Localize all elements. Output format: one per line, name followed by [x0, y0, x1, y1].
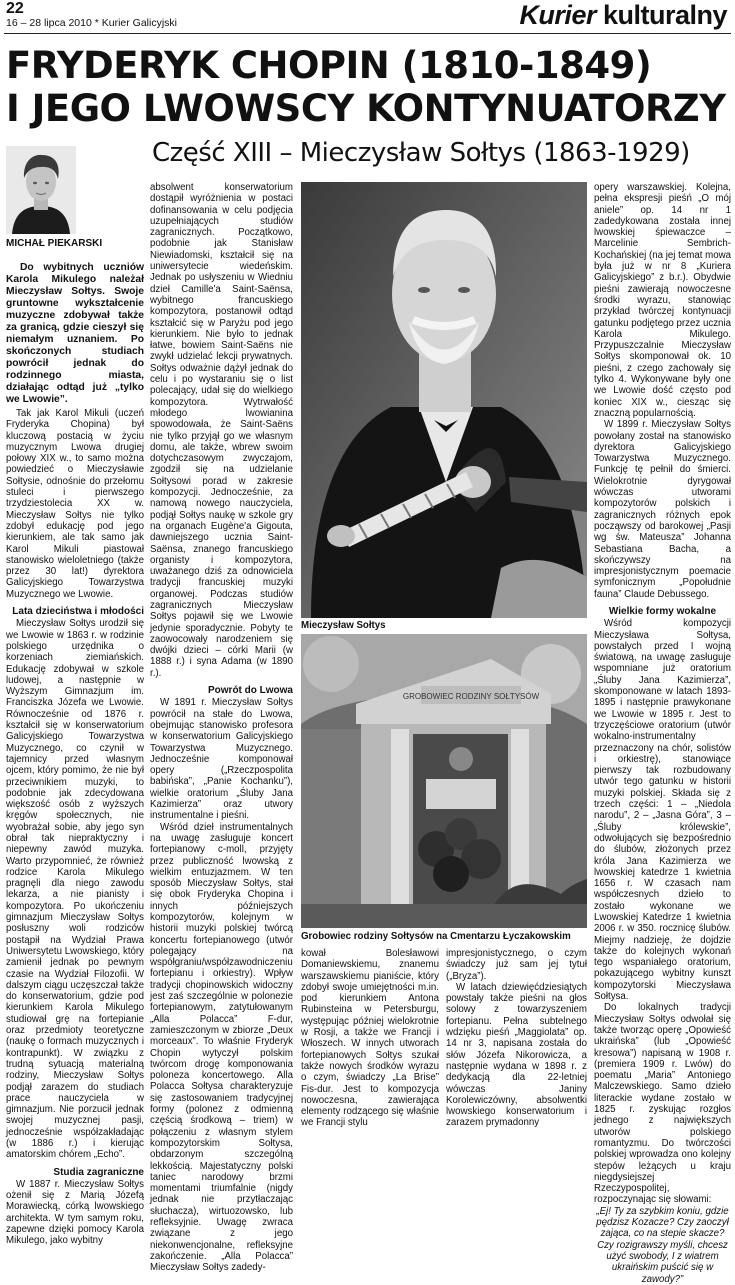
paragraph: W 1899 r. Mieczysław Sołtys powołany został na stanowisko dyrektora Galicyjskiego Towarzystwa Muzycznego. Funkcję tę pełnił do śmierci. Wielokrotnie dyrygował wówczas utworami kompozytorów polskich i zagranicznych różnych epok począwszy od barokowej „Pasji wg św. Mateusza” Johanna Sebastiana Bacha, a skończywszy na impresjonistycznym poemacie symfonicznym „Popołudnie fauna” Claude Debussego.	[594, 419, 731, 600]
article-subtitle: Część XIII – Mieczysław Sołtys (1863-1929)	[152, 138, 690, 168]
paragraph: Do lokalnych tradycji Mieczysław Sołtys odwołał się także tworząc operę „Opowieść ukraińska” (lub „Opowieść kresowa”) napisaną w 1908 r. (premiera 1909 r. Lwów) do poematu „Maria” Antoniego Malczewskiego. Samo dzieło literackie wydane zostało w 1825 r. zyskując rozgłos jednego z największych utworów polskiego romantyzmu. Do twórczości polskiej wprowadza ono kolejny stepów leżących u kraju niegdysiejszej Rzeczypospolitej, rozpoczynając się słowami:	[594, 1002, 731, 1206]
paragraph: Tak jak Karol Mikuli (uczeń Fryderyka Chopina) był kluczową postacią w życiu muzycznym Lwowa drugiej połowy XIX w., to samo można powiedzieć o Mieczysławie Sołtysie, odnośnie do przełomu stuleci i pierwszego trzydziestolecia XX w. Mieczysław Sołtys nie tylko zdobył edukację pod jego kierunkiem, ale tak samo jak Karol Mikuli piastował stanowisko wieloletniego (także przez 30 lat!) dyrektora Galicyjskiego Towarzystwa Muzycznego we Lwowie.	[6, 408, 144, 600]
paragraph: opery warszawskiej. Kolejna, pełna ekspresji pieśń „O mój aniele” op. 14 nr 1 zadedykowana została innej lwowskiej śpiewaczce – Marcelinie Sembrich-Kochańskiej (na jej temat mowa była już w nr 8 „Kuriera Galicyjskiego” z b.r.). Obydwie pieśni zawierają nowoczesne środki wyrazu, stanowiąc przykład twórczej kontynuacji gatunku podjętego przez ucznia Karola Mikulego. Przypuszczalnie Mieczysław Sołtys skomponował ok. 10 pieśni, z czego zachowały się tylko 4. Wykonywane były one we Lwowie dość często pod koniec XIX w., ciesząc się znaczną popularnością.	[594, 182, 731, 419]
dateline: 16 – 28 lipca 2010 * Kurier Galicyjski	[6, 17, 178, 29]
author-photo	[6, 146, 76, 234]
column-4	[446, 948, 587, 1129]
author-name: MICHAŁ PIEKARSKI	[6, 238, 103, 249]
page-header	[0, 0, 735, 32]
brand-section: kulturalny	[595, 0, 727, 30]
paragraph: W 1887 r. Mieczysław Sołtys ożenił się z Marią Józefą Morawiecką, córką lwowskiego architekta. W tym samym roku, zapewne dzięki pomocy Karola Mikulego, jako wybitny	[6, 1178, 144, 1247]
portrait-caption: Mieczysław Sołtys	[301, 620, 386, 631]
section-heading: Studia zagraniczne	[53, 1166, 144, 1178]
paragraph: Wśród dzieł instrumentalnych na uwagę zasługuje koncert fortepianowy c-moll, przyjęty przez publiczność lwowską z wielkim entuzjazmem. W ten sposób Mieczysław Sołtys, stał się obok Fryderyka Chopina i innych późniejszych kompozytorów, kolejnym w historii muzyki polskiej twórcą koncertu fortepianowego (utwór polegający na współgraniu/współzawodniczeniu fortepianu i orkiestry). Wpływ tradycji chopinowskich widoczny jest zaś szczególnie w polonezie fortepianowym, zatytułowanym „Alla Polacca” F-dur, zamieszczonym w zbiorze „Deux morceaux”. To właśnie Fryderyk Chopin wytyczył polskim twórcom drogę komponowania poloneza koncertowego. Alla Polacca Sołtysa charakteryzuje się zastosowaniem tradycyjnej formy (polonez z odmienną częścią środkową – triem) w połączeniu z własnym stylem kompozytorskim Sołtysa, obdarzonym szczególną lekkością. Majestatyczny polski taniec narodowy brzmi momentami triumfalnie (nigdy jednak nie przytłaczając słuchacza), wirtuozowsko, lub refleksyjnie. Uwagę zwraca związane z jego niekonwencjonalne, refleksyjne zakończenie. „Alla Polacca” Mieczysław Sołtys zadedy-	[150, 821, 293, 1274]
portrait-photo	[301, 182, 587, 618]
paragraph: Wśród kompozycji Mieczysława Sołtysa, powstałych przed I wojną światową, na uwagę zasługuje wspomniane już oratorium „Śluby Jana Kazimierza”, skomponowane w latach 1893-1895 i następnie prawykonane we Lwowie w 1895 r. Jest to trzyczęściowe oratorium (utwór wokalno-instrumentalny przeznaczony na chór, solistów i orkiestrę), stanowiące pierwszy tak rozbudowany utwór tego gatunku w historii muzyki polskiej. Składa się z trzech części: 1 – „Niedola narodu”, 2 – „Jasna Góra”, 3 – „Śluby królewskie”, odwołujących się bezpośrednio do ślubów, złożonych przez króla Jana Kazimierza we lwowskiej katedrze 1 kwietnia 1656 r. W czasach nam współczesnych dzieło to zostało wykonane we Lwowskiej Katedrze 1 kwietnia 2006 r. w 350. rocznicę ślubów. Miejmy nadzieję, że dojdzie także do kolejnych wykonań tego wspaniałego oratorium, pokazującego wybitny kunszt kompozytorski Mieczysława Sołtysa.	[594, 618, 731, 1003]
paragraph: impresjonistycznego, o czym świadczy już sam jej tytuł („Bryza”).	[446, 948, 587, 982]
section-brand	[519, 0, 727, 31]
column-1	[6, 262, 144, 1247]
tomb-photo	[301, 634, 587, 928]
paragraph: Mieczysław Sołtys urodził się we Lwowie w 1863 r. w rodzinie polskiego urzędnika o korzeniach ziemiańskich. Edukację zdobywał w szkole ludowej, a następnie w Wyższym Gimnazjum im. Franciszka Józefa we Lwowie. Równocześnie od 1876 r. kształcił się w konserwatorium Galicyjskiego Towarzystwa Muzycznego, co czynił w tajemnicy przed własnym ojcem, który pomimo, że nie był przeciwnikiem muzyki, to podobnie jak zdecydowana większość osób z wyższych kręgów społecznych, nie wyobrażał sobie, aby jego syn obrał tak niepraktyczny i niepewny zawód muzyka. Warto przypomnieć, że również rodzice Karola Mikulego pragnęli dla niego zawodu lekarza, a nie pianisty i kompozytora. Po ukończeniu gimnazjum Mieczysław Sołtys posłuszny woli rodziców postąpił na Wydział Prawa Uniwersytetu Lwowskiego, który zamienił jednak po pewnym czasie na Wydział Filozofii. W dalszym ciągu uczęszczał także do konserwatorium, gdzie pod kierunkiem Karola Mikulego studiował grę na fortepianie oraz przedmioty teoretyczne (naukę o formach muzycznych i kontrapunkt). W związku z trudną sytuacją materialną rodziny, Mieczysław Sołtys podjął zarazem do studiach prace nauczyciela w gimnazjum. Nie porzucił jednak swojej muzycznej pasji, jednocześnie współzakładając (w 1886 r.) i kierując amatorskim chórem „Echo”.	[6, 618, 144, 1161]
column-5	[594, 182, 731, 1285]
page-number: 22	[6, 0, 24, 17]
paragraph: W 1891 r. Mieczysław Sołtys powrócił na stałe do Lwowa, obejmując stanowisko profesora w konserwatorium Galicyjskiego Towarzystwa Muzycznego. Jednocześnie komponował opery („Rzeczpospolita babińska”, „Panie Kochanku”), wielkie oratorium „Śluby Jana Kazimierza” oraz utwory instrumentalne i pieśni.	[150, 697, 293, 822]
brand-kurier: Kurier	[519, 0, 596, 30]
paragraph: absolwent konserwatorium dostąpił wyróżnienia w postaci dofinansowania w celu podjęcia uzupełniających studiów zagranicznych. Początkowo, podobnie jak Stanisław Niewiadomski, kształcił się na uniwersytecie wiedeńskim. Jednak po usłyszeniu w Wiedniu dzieł Camille'a Saint-Saënsa, wybitnego francuskiego kompozytora, postanowił odtąd kształcić się w Paryżu pod jego kierunkiem. Nie było to jednak łatwe, bowiem Saint-Saëns nie zwykł udzielać lekcji prywatnych. Sołtys odważnie dążył jednak do celu i po wystaraniu się o list polecający, udał się do wielkiego kompozytora. Wytrwałość młodego lwowianina spowodowała, że Saint-Saëns nie tylko przyjął go we własnym domu, ale także, wbrew swoim dotychczasowym zwyczajom, zgodził się na udzielanie Sołtysowi porad w zakresie kompozycji. Jednocześnie, za namową nowego nauczyciela, podjął Sołtys naukę w szkole gry na organach Eugène'a Gigouta, dawniejszego ucznia Saint-Saënsa, znanego francuskiego organisty i kompozytora, uważanego dziś za odnowiciela tradycji francuskiej muzyki organowej. Podczas studiów zagranicznych Mieczysław Sołtys pojawił się we Lwowie jedynie sporadycznie. Pobyty te zaowocowały narodzeniem się dwójki dzieci – córki Marii (w 1888 r.) i syna Adama (w 1890 r.).	[150, 182, 293, 679]
tomb-inscription: GROBOWIEC RODZINY SOŁTYSÓW	[402, 692, 540, 701]
column-3	[301, 948, 439, 1129]
section-heading: Lata dzieciństwa i młodości	[12, 606, 144, 618]
tomb-caption: Grobowiec rodziny Sołtysów na Cmentarzu Łyczakowskim	[301, 931, 571, 942]
article-lead: Do wybitnych uczniów Karola Mikulego należał Mieczysław Sołtys. Swoje gruntowne wykształcenie muzyczne zdobywał także za granicą, gdzie cieszył się niemałym uznaniem. Po skończonych studiach powrócił jednak do rodzinnego miasta, działając odtąd już „tylko we Lwowie”.	[6, 262, 144, 405]
paragraph: kował Bolesławowi Domaniewskiemu, znanemu warszawskiemu pianiście, który zdobył swoje umiejętności m.in. pod kierunkiem Antona Rubinsteina w Petersburgu, występując później wielokrotnie w Rosji, a także we Francji i Włoszech. W innych utworach fortepianowych Sołtys szukał także nowych środków wyrazu o czym, świadczy „La Brise” Fis-dur. Jest to kompozycja nowoczesna, zawierająca elementy rodzącego się właśnie we Francji stylu	[301, 948, 439, 1129]
section-heading: Powrót do Lwowa	[208, 685, 293, 697]
title-line-1: FRYDERYK CHOPIN (1810-1849)	[6, 44, 652, 87]
article-title	[6, 44, 731, 130]
title-line-2: I JEGO LWOWSCY KONTYNUATORZY	[6, 87, 726, 130]
section-heading: Wielkie formy wokalne	[608, 605, 717, 617]
column-2	[150, 182, 293, 1274]
header-rule	[4, 33, 731, 34]
poem-quote: „Ej! Ty za szybkim koniu, gdzie pędzisz Kozacze? Czy zaoczył zająca, co na stepie skacze? Czy rozigrawszy myśli, chcesz użyć swobody, I z wiatrem ukraińskim puścić się w zawody?”	[596, 1205, 729, 1285]
paragraph: W latach dziewięćdziesiątych powstały także pieśni na głos solowy z towarzyszeniem fortepianu. Pełna subtelnego wdzięku pieśń „Maggiolata” op. 14 nr 3, napisana została do słów Józefa Nikorowicza, a następnie wydana w 1898 r. z dedykacją dla 22-letniej wówczas Janiny Korolewiczówny, absolwentki lwowskiego konserwatorium i zarazem prymadonny	[446, 981, 587, 1129]
